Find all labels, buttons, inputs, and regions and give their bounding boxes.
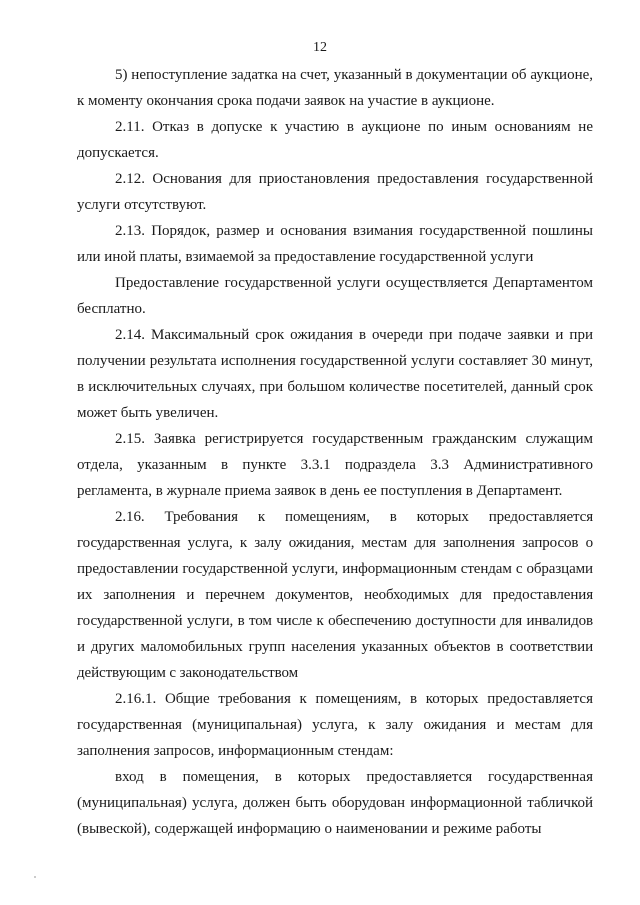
- paragraph-2-13: 2.13. Порядок, размер и основания взимания государственной пошлины или иной платы, взимаемой за предоставление государственной услуги: [77, 223, 593, 265]
- document-body: [77, 62, 593, 842]
- paragraph-2-11: 2.11. Отказ в допуске к участию в аукционе по иным основаниям не допускается.: [77, 119, 593, 161]
- paragraph-2-16-1: 2.16.1. Общие требования к помещениям, в которых предоставляется государственная (муниципальная) услуга, к залу ожидания и местам для заполнения запросов, информационным стендам:: [77, 691, 593, 759]
- scan-speck: [34, 876, 36, 878]
- paragraph-2-16: 2.16. Требования к помещениям, в которых предоставляется государственная услуга, к залу ожидания, местам для заполнения запросов о предоставлении государственной услуги, информационным стендам с образцами их заполнения и перечнем документов, необходимых для предоставления государственной услуги, в том числе к обеспечению доступности для инвалидов и других маломобильных групп населения указанных объектов в соответствии действующим с законодательством: [77, 509, 593, 681]
- paragraph-5-deposit: 5) непоступление задатка на счет, указанный в документации об аукционе, к моменту окончания срока подачи заявок на участие в аукционе.: [77, 67, 593, 109]
- paragraph-2-14: 2.14. Максимальный срок ожидания в очереди при подаче заявки и при получении результата исполнения государственной услуги составляет 30 минут, в исключительных случаях, при большом количестве посетителей, данный срок может быть увеличен.: [77, 327, 593, 421]
- page-number: 12: [313, 40, 327, 55]
- paragraph-2-15: 2.15. Заявка регистрируется государственным гражданским служащим отдела, указанным в пункте 3.3.1 подраздела 3.3 Административного регламента, в журнале приема заявок в день ее поступления в Департамент.: [77, 431, 593, 499]
- paragraph-entrance: вход в помещения, в которых предоставляется государственная (муниципальная) услуга, должен быть оборудован информационной табличкой (вывеской), содержащей информацию о наименовании и режиме работы: [77, 769, 593, 837]
- paragraph-free-service: Предоставление государственной услуги осуществляется Департаментом бесплатно.: [77, 275, 593, 317]
- paragraph-2-12: 2.12. Основания для приостановления предоставления государственной услуги отсутствуют.: [77, 171, 593, 213]
